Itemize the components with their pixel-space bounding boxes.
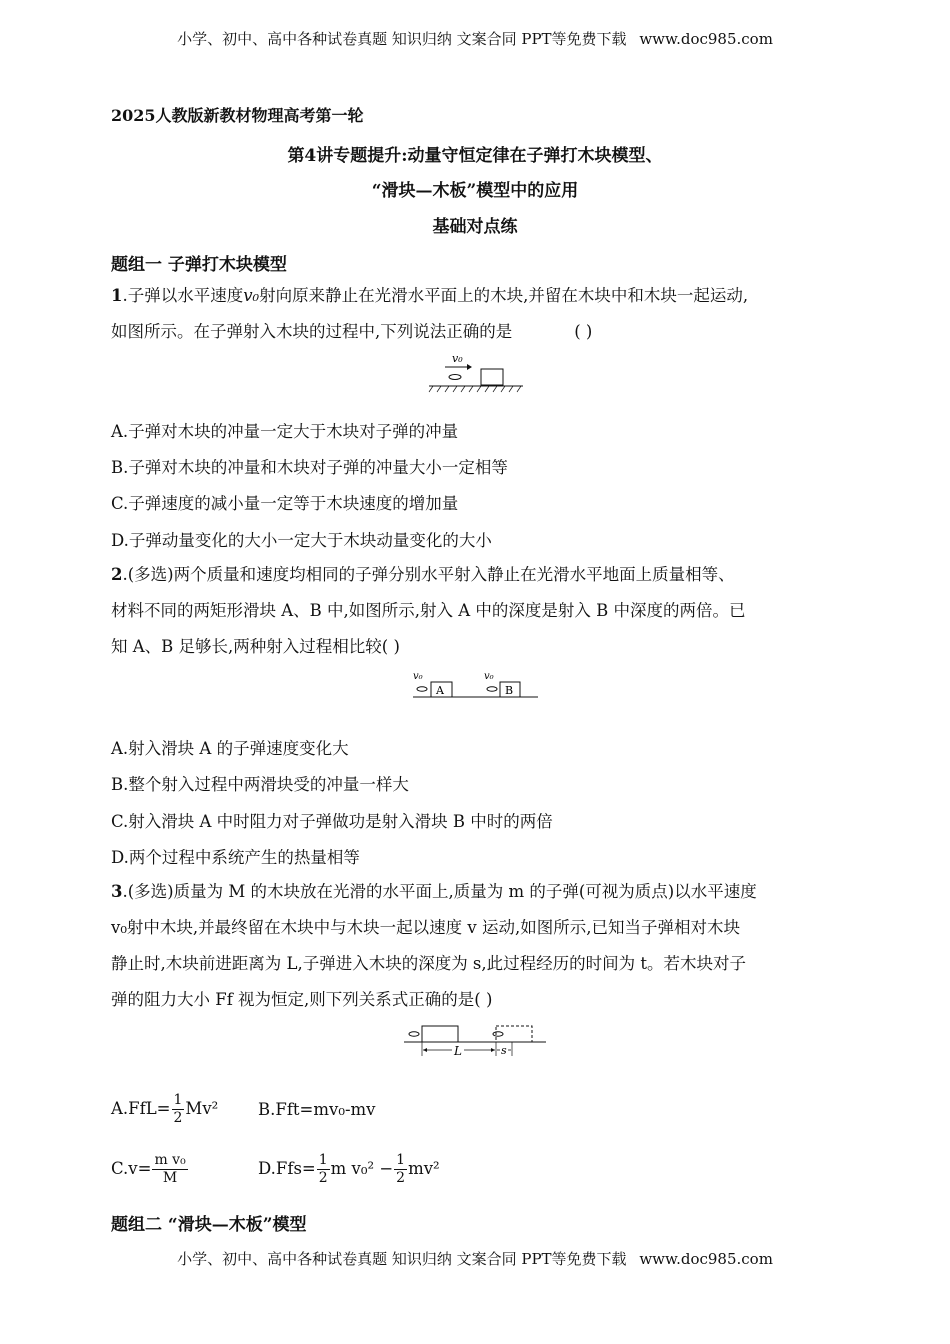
q2-figure <box>410 668 540 702</box>
block-b-label: B <box>505 684 514 697</box>
q2-text: 知 A、B 足够长,两种射入过程相比较( ) <box>111 637 400 656</box>
bullet-final <box>493 1032 503 1036</box>
group-heading-1: 题组一 子弹打木块模型 <box>111 255 287 275</box>
page-footer <box>0 1248 950 1269</box>
q1-figure <box>425 350 525 394</box>
q3-option-d[interactable] <box>258 1152 440 1187</box>
footer-left-text: 小学、初中、高中各种试卷真题 知识归纳 文案合同 PPT等免费下载 <box>177 1250 627 1268</box>
q1-text: .子弹以水平速度 <box>122 286 244 305</box>
q2-option-d[interactable]: D.两个过程中系统产生的热量相等 <box>111 848 360 867</box>
q3-text: 弹的阻力大小 Ff 视为恒定,则下列关系式正确的是( ) <box>111 990 493 1009</box>
block-initial <box>422 1026 458 1042</box>
doc-title-line2: “滑块—木板”模型中的应用 <box>371 181 579 201</box>
q1-text: 如图所示。在子弹射入木块的过程中,下列说法正确的是 <box>111 322 513 341</box>
velocity-label: v₀ <box>452 352 463 365</box>
fraction-half <box>394 1152 407 1187</box>
series-title: 2025人教版新教材物理高考第一轮 <box>111 106 364 125</box>
header-left-text: 小学、初中、高中各种试卷真题 知识归纳 文案合同 PPT等免费下载 <box>177 30 627 48</box>
q1-v0: v₀ <box>243 286 260 305</box>
denominator: M <box>162 1170 178 1186</box>
denominator: 2 <box>173 1110 183 1126</box>
group-heading-2: 题组二 “滑块—木板”模型 <box>111 1215 307 1235</box>
q3-option-a[interactable] <box>111 1092 218 1127</box>
q2-text: .(多选)两个质量和速度均相同的子弹分别水平射入静止在光滑水平地面上质量相等、 <box>122 565 735 584</box>
q2-option-b[interactable]: B.整个射入过程中两滑块受的冲量一样大 <box>111 775 409 794</box>
denominator: 2 <box>396 1170 406 1186</box>
header-url[interactable]: www.doc985.com <box>639 30 773 48</box>
numerator: m v₀ <box>154 1152 186 1168</box>
q3-option-c[interactable] <box>111 1152 189 1187</box>
ground-hatch <box>429 386 521 392</box>
numerator: 1 <box>173 1092 183 1108</box>
arrow-head-icon <box>491 1048 495 1052</box>
q2-text: 材料不同的两矩形滑块 A、B 中,如图所示,射入 A 中的深度是射入 B 中深度的两倍。已 <box>111 601 746 620</box>
q3-text: .(多选)质量为 M 的木块放在光滑的水平面上,质量为 m 的子弹(可视为质点)以水平速度 <box>122 882 757 901</box>
bullet-b <box>487 687 497 691</box>
q1-option-b[interactable]: B.子弹对木块的冲量和木块对子弹的冲量大小一定相等 <box>111 458 508 477</box>
denominator: 2 <box>318 1170 328 1186</box>
block-a-label: A <box>436 684 444 697</box>
arrow-head-icon <box>467 364 472 370</box>
q1-option-c[interactable]: C.子弹速度的减小量一定等于木块速度的增加量 <box>111 494 459 513</box>
numerator: 1 <box>396 1152 406 1168</box>
fraction-half <box>317 1152 330 1187</box>
distance-l-label: L <box>454 1044 462 1058</box>
doc-title-line1: 第4讲专题提升:动量守恒定律在子弹打木块模型、 <box>287 146 663 166</box>
option-text: mv² <box>408 1159 440 1178</box>
question-number: 1 <box>111 286 123 305</box>
q3-text: 静止时,木块前进距离为 L,子弹进入木块的深度为 s,此过程经历的时间为 t。若木块对子 <box>111 954 747 973</box>
bullet-a <box>417 687 427 691</box>
arrow-head-icon <box>423 1048 427 1052</box>
option-text: A.FfL= <box>111 1099 171 1118</box>
option-text: C.v= <box>111 1159 152 1178</box>
answer-blank: ( ) <box>574 322 593 341</box>
block-final-dashed <box>496 1026 532 1042</box>
fraction-half <box>172 1092 185 1127</box>
option-text: Mv² <box>185 1099 219 1118</box>
question-number: 3 <box>111 882 123 901</box>
bullet <box>409 1032 419 1036</box>
page-header <box>0 28 950 49</box>
numerator: 1 <box>318 1152 328 1168</box>
q3-figure <box>402 1022 548 1062</box>
velocity-label-b: v₀ <box>484 671 494 682</box>
footer-url[interactable]: www.doc985.com <box>639 1250 773 1268</box>
q1-option-d[interactable]: D.子弹动量变化的大小一定大于木块动量变化的大小 <box>111 531 492 550</box>
option-text: D.Ffs= <box>258 1159 316 1178</box>
q1-option-a[interactable]: A.子弹对木块的冲量一定大于木块对子弹的冲量 <box>111 422 459 441</box>
question-2 <box>111 557 846 665</box>
depth-s-label: s <box>501 1044 507 1057</box>
wood-block <box>481 369 503 385</box>
q2-option-c[interactable]: C.射入滑块 A 中时阻力对子弹做功是射入滑块 B 中时的两倍 <box>111 812 553 831</box>
question-1 <box>111 278 846 350</box>
q3-option-b[interactable]: B.Fft=mv₀-mv <box>258 1100 376 1119</box>
fraction <box>152 1152 187 1187</box>
velocity-label-a: v₀ <box>413 671 423 682</box>
q1-text: 射向原来静止在光滑水平面上的木块,并留在木块中和木块一起运动, <box>259 286 749 305</box>
question-number: 2 <box>111 565 123 584</box>
q2-option-a[interactable]: A.射入滑块 A 的子弹速度变化大 <box>111 739 349 758</box>
bullet <box>449 375 461 380</box>
doc-subtitle: 基础对点练 <box>432 217 518 237</box>
q3-text: v₀射中木块,并最终留在木块中与木块一起以速度 v 运动,如图所示,已知当子弹相对木块 <box>111 918 740 937</box>
option-text: m v₀² − <box>330 1159 394 1178</box>
question-3 <box>111 874 846 1018</box>
